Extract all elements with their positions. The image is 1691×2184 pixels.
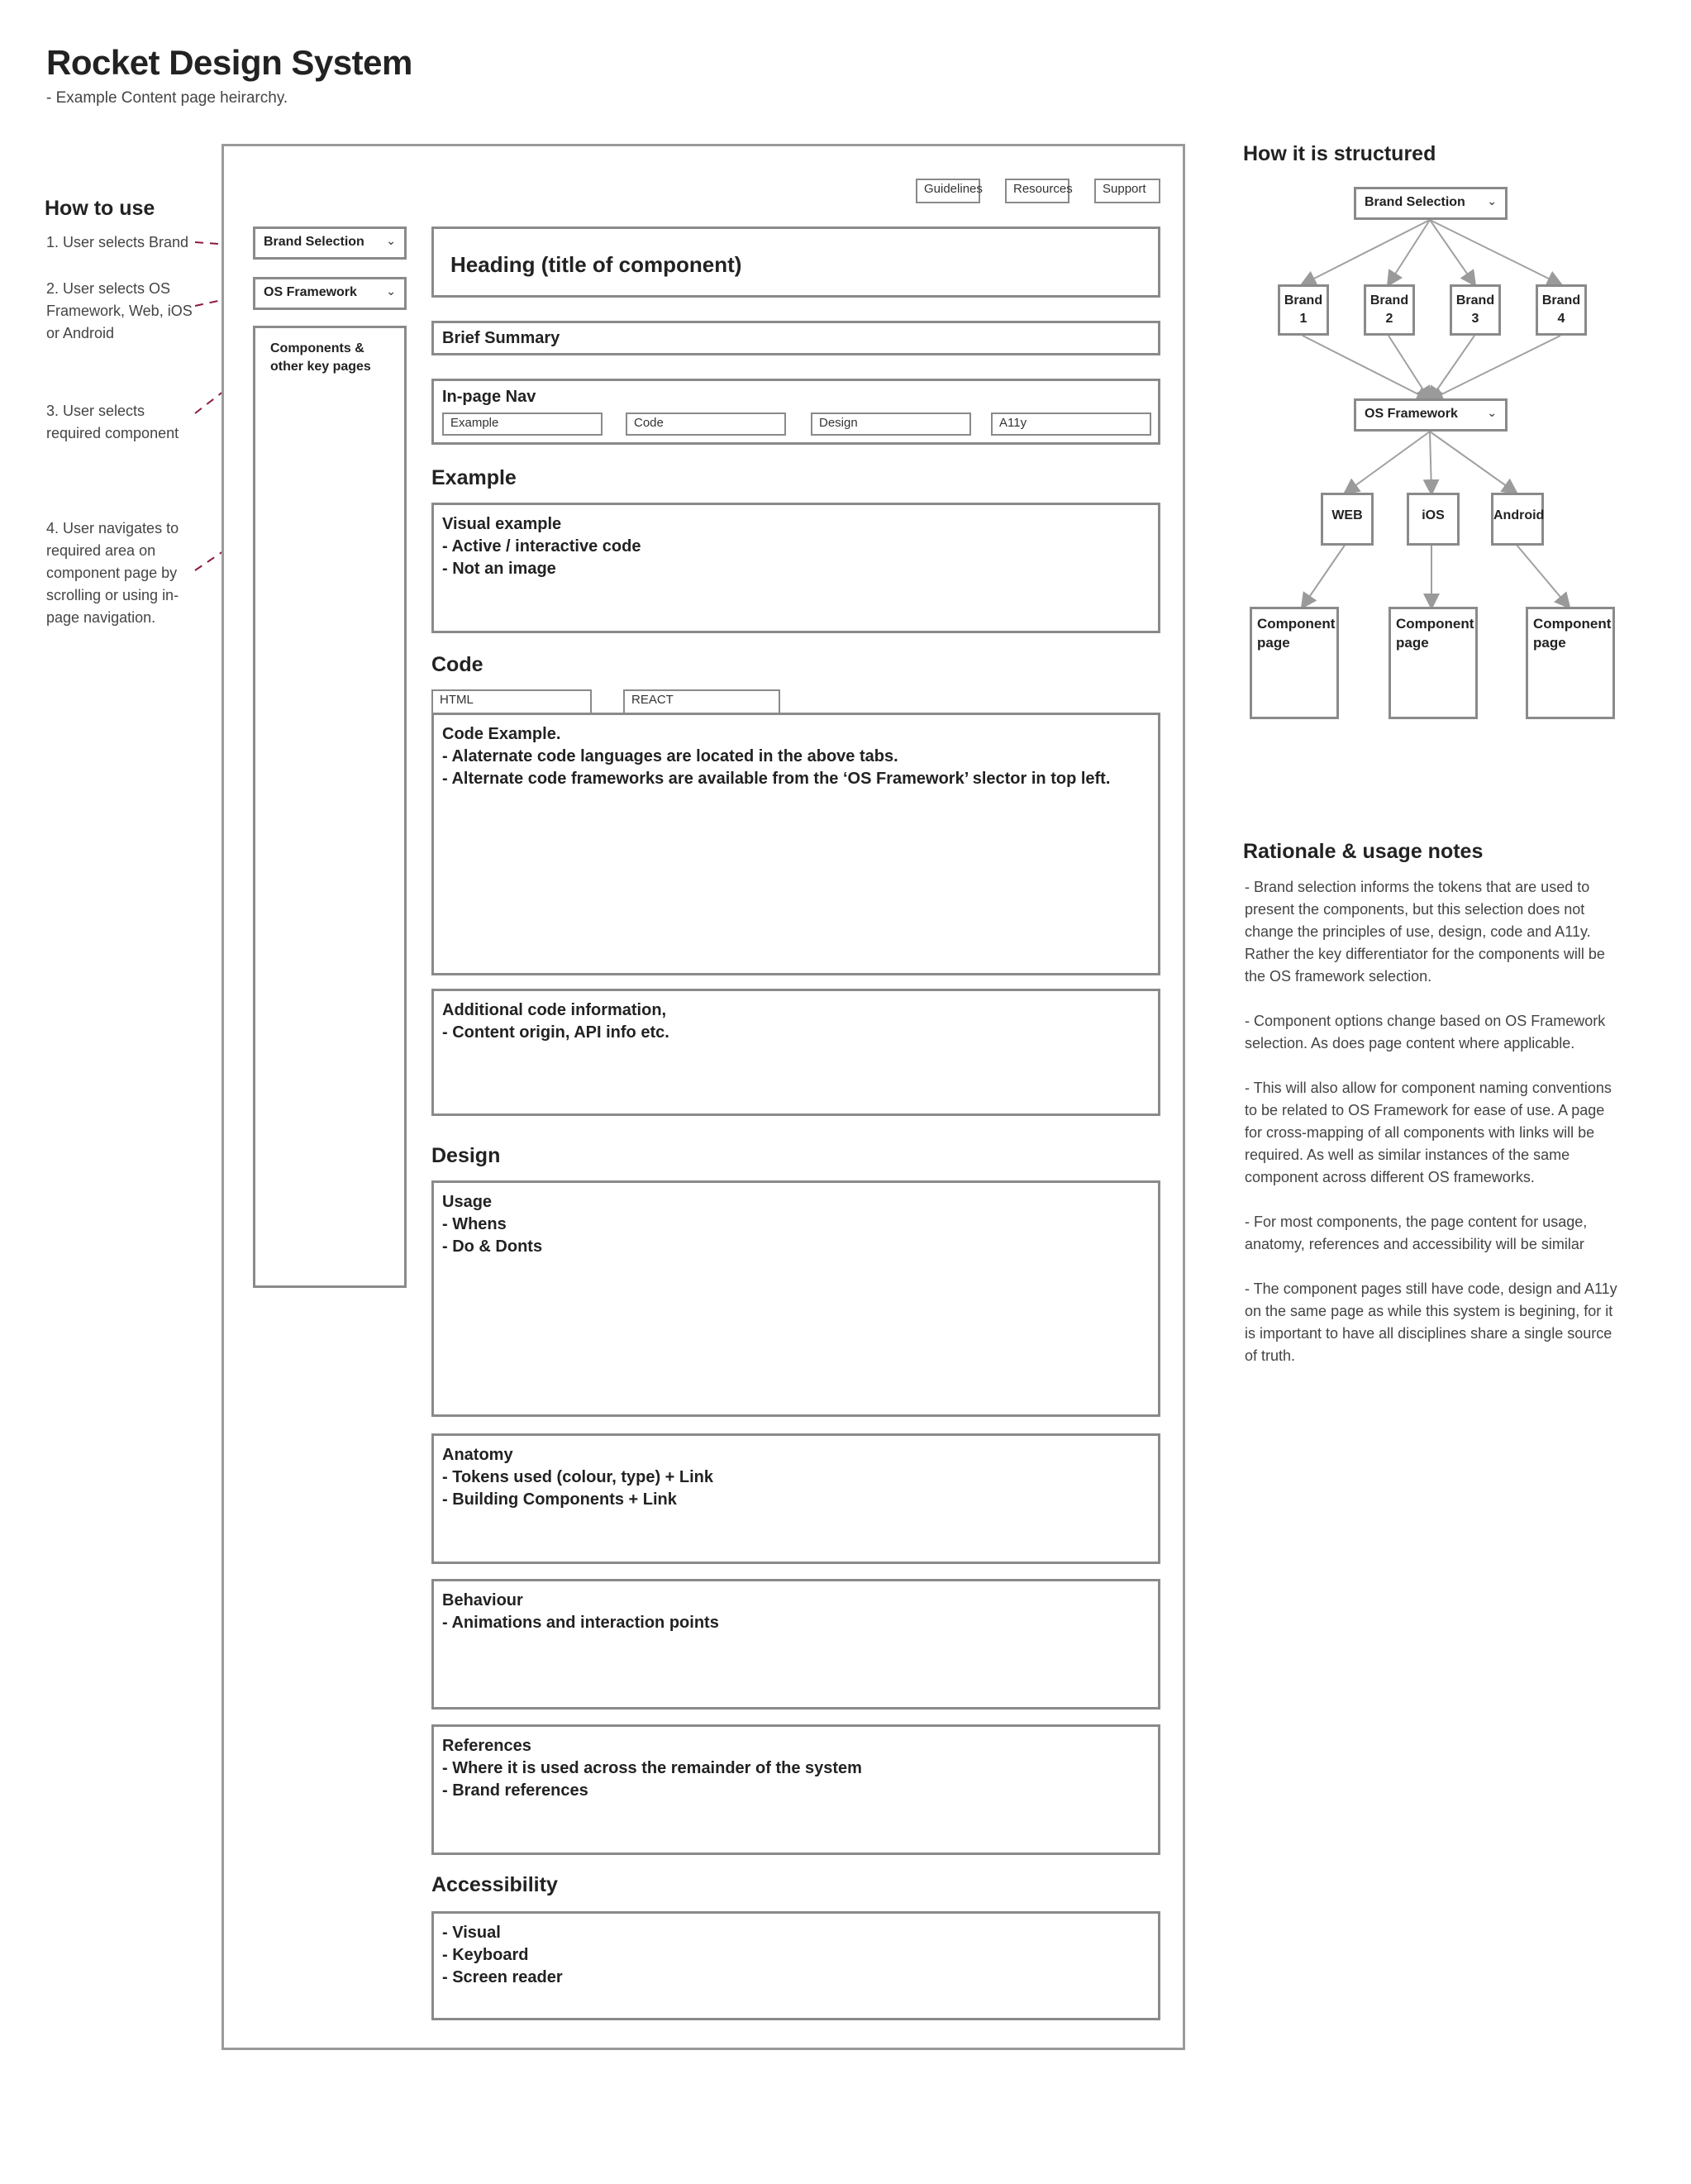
behaviour-box	[431, 1579, 1160, 1710]
code-example-box	[431, 713, 1160, 975]
structure-brand-selection-label: Brand Selection	[1365, 195, 1465, 209]
platform-node-android: Android	[1491, 493, 1544, 546]
heading-text: Heading (title of component)	[450, 252, 742, 277]
rationale-notes	[1245, 876, 1625, 1390]
code-example-text: Code Example. - Alaternate code languages are located in the above tabs. - Alternate code frameworks are available from the ‘OS Framework’ slector in top left.	[442, 725, 1111, 788]
sidebar-label: Components & other key pages	[270, 341, 371, 374]
structure-os-framework-label: OS Framework	[1365, 407, 1458, 421]
line-b1-os	[1303, 336, 1430, 400]
line-android-page	[1516, 544, 1569, 607]
code-info-box	[431, 989, 1160, 1116]
inpage-nav-label: In-page Nav	[442, 388, 536, 406]
rationale-paragraph: - Component options change based on OS Framework selection. As does page content where applicable.	[1245, 1013, 1606, 1051]
line-brandsel-b4	[1430, 220, 1560, 284]
code-tab-react[interactable]: REACT	[623, 689, 780, 714]
line-os-ios	[1430, 432, 1431, 493]
references-text: References - Where it is used across the remainder of the system - Brand references	[442, 1737, 862, 1800]
inpage-tab-code[interactable]: Code	[626, 412, 786, 436]
chevron-down-icon: ⌄	[386, 284, 396, 298]
example-box	[431, 503, 1160, 633]
summary-text: Brief Summary	[442, 329, 560, 347]
section-code-heading: Code	[431, 653, 483, 676]
accessibility-box	[431, 1911, 1160, 2020]
brand-node-4: Brand 4	[1536, 284, 1587, 336]
brand-node-2: Brand 2	[1364, 284, 1415, 336]
line-os-android	[1430, 432, 1516, 493]
line-b3-os	[1430, 336, 1474, 400]
inpage-tab-a11y[interactable]: A11y	[991, 412, 1151, 436]
usage-text: Usage - Whens - Do & Donts	[442, 1193, 543, 1256]
rationale-heading: Rationale & usage notes	[1243, 840, 1484, 863]
anatomy-box	[431, 1433, 1160, 1564]
heading-box	[431, 227, 1160, 298]
how-to-use-heading: How to use	[45, 197, 155, 220]
usage-box	[431, 1180, 1160, 1417]
platform-node-web: WEB	[1321, 493, 1374, 546]
platform-node-ios: iOS	[1407, 493, 1460, 546]
component-page-node-1: Component page	[1250, 607, 1339, 719]
component-page-node-2: Component page	[1389, 607, 1478, 719]
brand-node-3: Brand 3	[1450, 284, 1501, 336]
example-text: Visual example - Active / interactive code - Not an image	[442, 515, 641, 578]
rationale-paragraph: - For most components, the page content for usage, anatomy, references and accessibility will be similar	[1245, 1214, 1588, 1252]
anatomy-text: Anatomy - Tokens used (colour, type) + Link - Building Components + Link	[442, 1446, 714, 1509]
brand-node-1: Brand 1	[1278, 284, 1329, 336]
os-framework-label: OS Framework	[264, 285, 357, 299]
rationale-paragraph: - This will also allow for component naming conventions to be related to OS Framework for ease of use. A page for cross-mapping of all components with links will be required. As well as similar instances of the same component across different OS frameworks.	[1245, 1080, 1612, 1185]
nav-guidelines[interactable]: Guidelines	[916, 179, 980, 203]
line-os-web	[1346, 432, 1430, 493]
summary-box	[431, 321, 1160, 355]
line-b4-os	[1430, 336, 1560, 400]
page-subtitle: - Example Content page heirarchy.	[46, 89, 288, 107]
nav-support[interactable]: Support	[1094, 179, 1160, 203]
step-3: 3. User selects required component	[46, 403, 179, 441]
section-accessibility-heading: Accessibility	[431, 1873, 558, 1896]
section-example-heading: Example	[431, 466, 517, 489]
code-tab-html[interactable]: HTML	[431, 689, 592, 714]
code-info-text: Additional code information, - Content origin, API info etc.	[442, 1001, 669, 1042]
structure-heading: How it is structured	[1243, 142, 1436, 165]
references-box	[431, 1724, 1160, 1855]
chevron-down-icon: ⌄	[386, 234, 396, 247]
section-design-heading: Design	[431, 1144, 501, 1167]
structure-connectors	[1223, 165, 1653, 628]
accessibility-text: - Visual - Keyboard - Screen reader	[442, 1924, 563, 1986]
sidebar-components[interactable]	[253, 326, 407, 1288]
inpage-tab-example[interactable]: Example	[442, 412, 603, 436]
line-web-page	[1303, 544, 1346, 607]
step-4: 4. User navigates to required area on component page by scrolling or using in-page navigation.	[46, 520, 179, 626]
structure-os-framework	[1354, 398, 1508, 432]
rationale-paragraph: - Brand selection informs the tokens that are used to present the components, but this selection does not change the principles of use, design, code and A11y. Rather the key differentiator for the components will be the OS framework selection.	[1245, 879, 1605, 985]
brand-selection-dropdown[interactable]	[253, 227, 407, 260]
os-framework-dropdown[interactable]	[253, 277, 407, 310]
behaviour-text: Behaviour - Animations and interaction points	[442, 1591, 719, 1632]
line-brandsel-b3	[1430, 220, 1474, 284]
line-brandsel-b1	[1303, 220, 1430, 284]
inpage-tab-design[interactable]: Design	[811, 412, 971, 436]
nav-resources[interactable]: Resources	[1005, 179, 1069, 203]
chevron-down-icon: ⌄	[1487, 406, 1497, 419]
brand-selection-label: Brand Selection	[264, 235, 364, 249]
page-title: Rocket Design System	[46, 43, 412, 82]
structure-brand-selection	[1354, 187, 1508, 220]
component-page-node-3: Component page	[1526, 607, 1615, 719]
rationale-paragraph: - The component pages still have code, design and A11y on the same page as while this system is begining, for it is important to have all disciplines share a single source of truth.	[1245, 1280, 1617, 1364]
inpage-nav-box	[431, 379, 1160, 445]
step-1: 1. User selects Brand	[46, 234, 189, 250]
chevron-down-icon: ⌄	[1487, 194, 1497, 207]
step-2: 2. User selects OS Framework, Web, iOS or Android	[46, 280, 193, 341]
